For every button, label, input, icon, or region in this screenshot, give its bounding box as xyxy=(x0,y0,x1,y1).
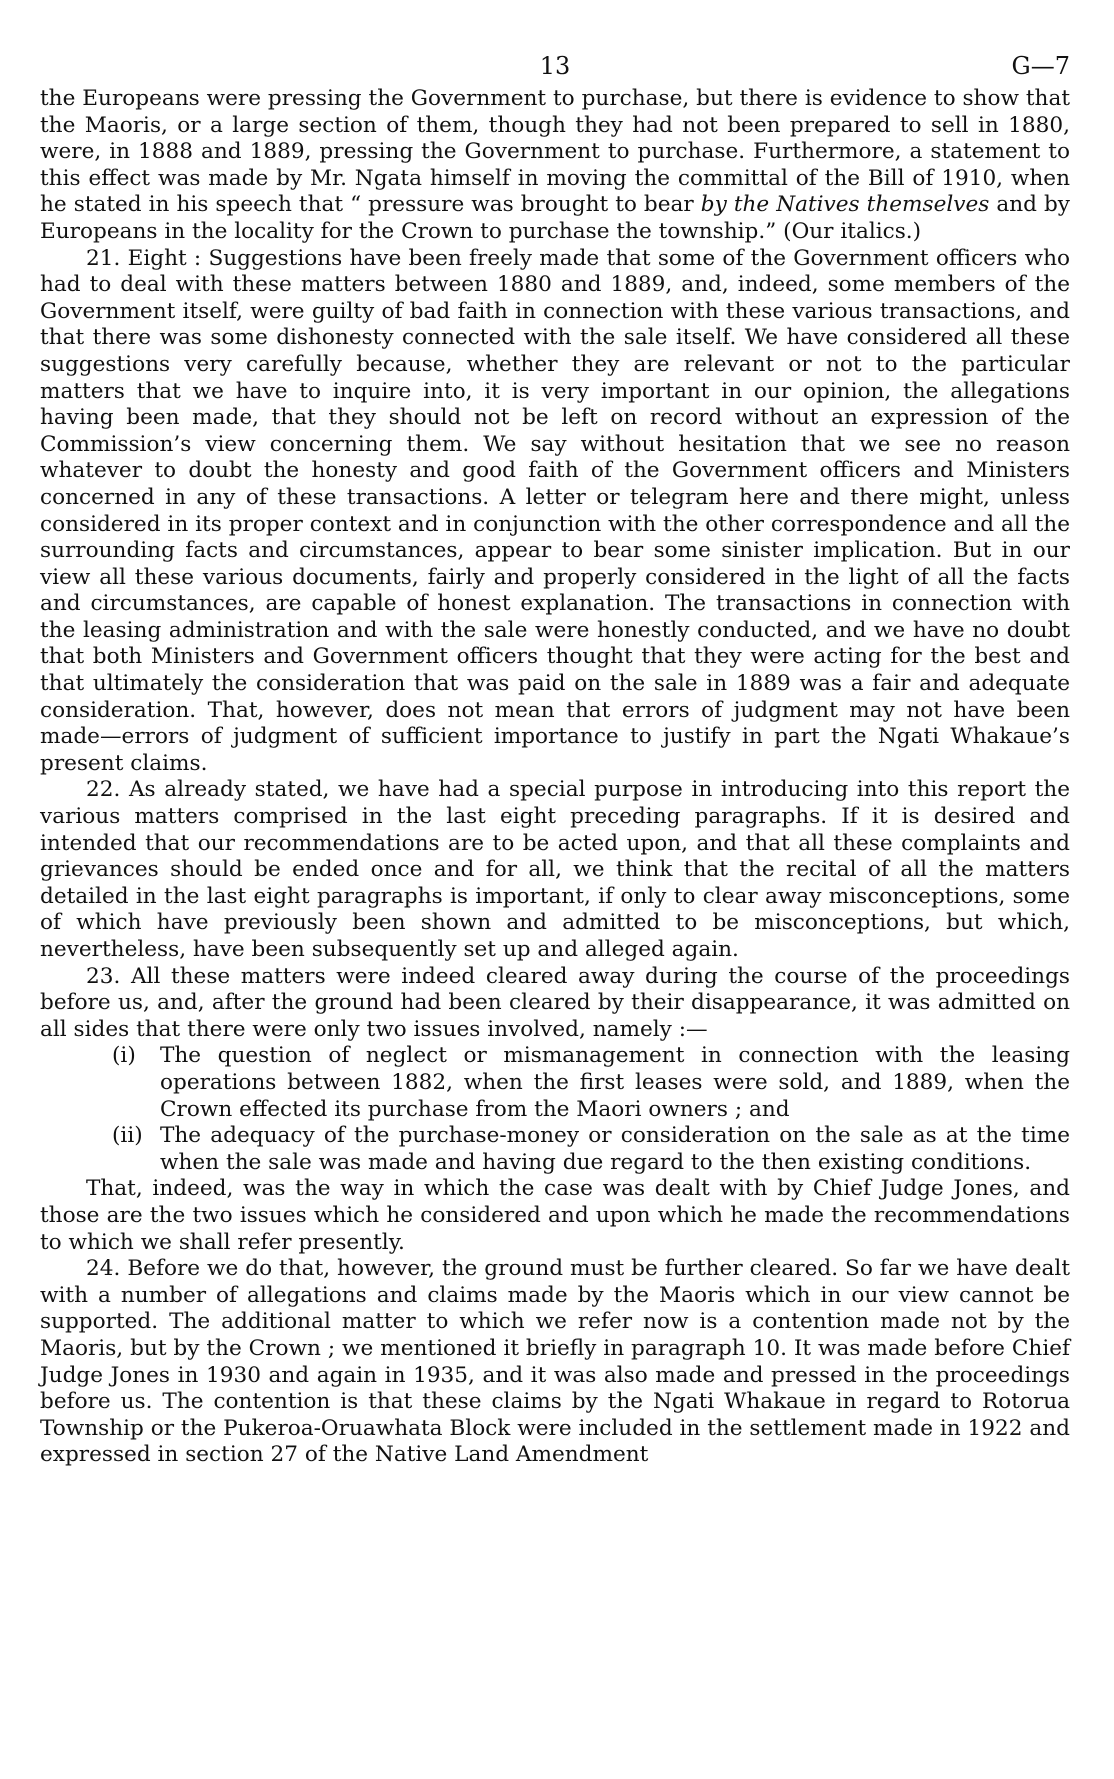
list-item-text: The question of neglect or mismanagement in connection with the leasing operations between 1882, when the first leases were sold, and 1889, when the Crown effected its purchase from the Maori owners ; and xyxy=(160,1043,1070,1122)
paragraph-22: 22. As already stated, we have had a special purpose in introducing into this report the various matters comprised in the last eight preceding paragraphs. If it is desired and intended that our recommendations are to be acted upon, and that all these complaints and grievances should be ended once and for all, we think that the recital of all the matters detailed in the last eight paragraphs is important, if only to clear away misconceptions, some of which have previously been shown and admitted to be misconceptions, but which, nevertheless, have been subsequently set up and alleged again. xyxy=(40,777,1070,962)
document-page xyxy=(40,52,1070,1469)
paragraph-21: 21. Eight : Suggestions have been freely made that some of the Government officers who had to deal with these matters between 1880 and 1889, and, indeed, some members of the Government itself, were guilty of bad faith in connection with these various transactions, and that there was some dishonesty connected with the sale itself. We have considered all these suggestions very carefully because, whether they are relevant or not to the particular matters that we have to inquire into, it is very important in our opinion, the allegations having been made, that they should not be left on record without an expression of the Commission’s view concerning them. We say without hesitation that we see no reason whatever to doubt the honesty and good faith of the Government officers and Ministers concerned in any of these transactions. A letter or telegram here and there might, unless considered in its proper context and in conjunction with the other correspondence and all the surrounding facts and circumstances, appear to bear some sinister implication. But in our view all these various documents, fairly and properly considered in the light of all the facts and circumstances, are capable of honest explanation. The transactions in connection with the leasing administration and with the sale were honestly conducted, and we have no doubt that both Ministers and Government officers thought that they were acting for the best and that ultimately the consideration that was paid on the sale in 1889 was a fair and adequate consideration. That, however, does not mean that errors of judgment may not have been made—errors of judgment of sufficient importance to justify in part the Ngati Whakaue’s present claims. xyxy=(40,245,1070,776)
list-item xyxy=(40,1043,1070,1123)
paragraph-text: and by Europeans in the locality for the Crown to purchase the township.” (Our italics.) xyxy=(40,192,1071,244)
list-item xyxy=(40,1123,1070,1176)
issues-list xyxy=(40,1043,1070,1176)
paragraph-23: 23. All these matters were indeed cleared away during the course of the proceedings before us, and, after the ground had been cleared by their disappearance, it was admitted on all sides that there were only two issues involved, namely :— xyxy=(40,963,1070,1042)
list-item-text: The adequacy of the purchase-money or consideration on the sale as at the time when the sale was made and having due regard to the then existing conditions. xyxy=(160,1123,1070,1175)
list-marker: (i) xyxy=(112,1043,136,1069)
paragraph-20-continuation xyxy=(40,86,1070,246)
document-code: G—7 xyxy=(1011,52,1070,80)
page-number: 13 xyxy=(539,52,571,80)
body-text xyxy=(40,86,1070,1469)
paragraph-23-conclusion: That, indeed, was the way in which the case was dealt with by Chief Judge Jones, and those are the two issues which he considered and upon which he made the recommendations to which we shall refer presently. xyxy=(40,1176,1070,1255)
running-head xyxy=(40,52,1070,86)
paragraph-24: 24. Before we do that, however, the ground must be further cleared. So far we have dealt with a number of allegations and claims made by the Maoris which in our view cannot be supported. The additional matter to which we refer now is a contention made not by the Maoris, but by the Crown ; we mentioned it briefly in paragraph 10. It was made before Chief Judge Jones in 1930 and again in 1935, and it was also made and pressed in the proceedings before us. The contention is that these claims by the Ngati Whakaue in regard to Rotorua Township or the Pukeroa-Oruawhata Block were included in the settlement made in 1922 and expressed in section 27 of the Native Land Amendment xyxy=(40,1256,1070,1468)
paragraph-text: the Europeans were pressing the Government to purchase, but there is evidence to show that the Maoris, or a large section of them, though they had not been prepared to sell in 1880, were, in 1888 and 1889, pressing the Government to purchase. Furthermore, a statement to this effect was made by Mr. Ngata himself in moving the committal of the Bill of 1910, when he stated in his speech that “ pressure was brought to bear xyxy=(40,86,1070,218)
list-marker: (ii) xyxy=(112,1123,143,1149)
italic-phrase: by the Natives themselves xyxy=(700,192,990,218)
